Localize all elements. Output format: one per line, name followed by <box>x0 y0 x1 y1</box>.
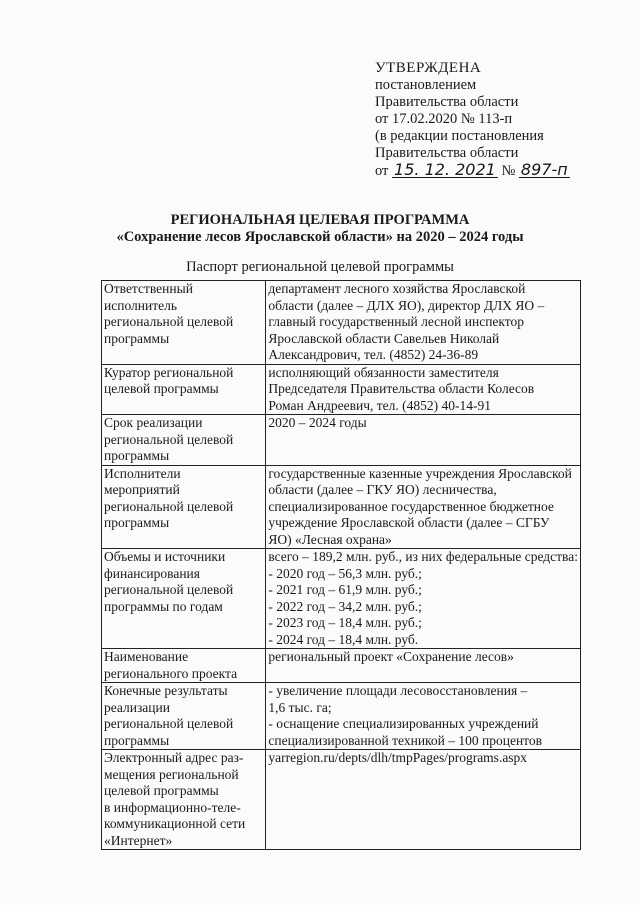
row-label-line: программы <box>104 448 170 463</box>
approval-line: Правительства области <box>375 94 519 110</box>
row-label-cell <box>102 465 266 549</box>
date-prefix: от <box>375 163 389 179</box>
row-label-cell <box>102 364 266 415</box>
row-label-line: мероприятий <box>104 482 180 497</box>
row-label-line: регионального проекта <box>104 665 238 681</box>
row-value-line: - увеличение площади лесовосстановления – <box>268 683 528 698</box>
row-value-line: специализированной техникой – 100 процентов <box>268 732 543 748</box>
row-label-line: региональной целевой <box>104 314 234 329</box>
row-label-line: региональной целевой <box>104 582 234 597</box>
row-label-line: программы по годам <box>104 598 223 614</box>
row-value-line: ЯО) «Лесная охрана» <box>268 531 392 547</box>
passport-table-body <box>102 281 581 850</box>
row-value-line: исполняющий обязанности заместителя <box>268 364 499 380</box>
passport-table <box>101 280 581 850</box>
title-line-1: РЕГИОНАЛЬНАЯ ЦЕЛЕВАЯ ПРОГРАММА <box>170 212 470 228</box>
row-value-line: учреждение Ярославской области (далее – СГБУ <box>268 515 550 530</box>
number-prefix: № <box>501 163 516 179</box>
passport-subtitle: Паспорт региональной целевой программы <box>186 259 454 275</box>
row-value-cell <box>266 549 581 649</box>
table-row <box>102 683 581 750</box>
approval-heading: УТВЕРЖДЕНА <box>375 60 482 76</box>
row-label-line: программы <box>104 515 170 530</box>
handwritten-number: 897-п <box>520 160 568 179</box>
row-value-cell <box>266 750 581 850</box>
row-label-line: финансирования <box>104 565 200 581</box>
row-label-line: Наименование <box>104 649 189 664</box>
row-value-cell <box>266 281 581 365</box>
row-value-cell <box>266 364 581 415</box>
row-label-cell <box>102 415 266 466</box>
row-label-line: «Интернет» <box>104 832 173 848</box>
row-value-line: области (далее – ГКУ ЯО) лесничества, <box>268 482 497 497</box>
row-value-line: yarregion.ru/depts/dlh/tmpPages/programs.aspx <box>268 750 528 765</box>
row-label-line: региональной целевой <box>104 431 234 447</box>
approval-line: постановлением <box>375 77 477 93</box>
title-line-2: «Сохранение лесов Ярославской области» на 2020 – 2024 годы <box>116 229 524 245</box>
row-label-line: Ответственный <box>104 281 193 296</box>
row-value-line: - 2020 год – 56,3 млн. руб.; <box>268 565 422 581</box>
approval-line: Правительства области <box>375 145 519 161</box>
row-value-line: региональный проект «Сохранение лесов» <box>268 649 514 664</box>
approval-line: (в редакции постановления <box>375 128 544 144</box>
row-value-cell <box>266 415 581 466</box>
row-label-line: Объемы и источники <box>104 549 226 564</box>
row-label-cell <box>102 683 266 750</box>
table-row <box>102 549 581 649</box>
row-label-line: программы <box>104 732 170 748</box>
document-title <box>0 212 640 246</box>
row-label-line: Конечные результаты <box>104 683 228 698</box>
row-label-line: реализации <box>104 699 170 715</box>
row-value-line: департамент лесного хозяйства Ярославской <box>268 281 526 296</box>
row-label-line: исполнитель <box>104 297 177 313</box>
row-value-line: Ярославской области Савельев Николай <box>268 330 500 346</box>
row-value-cell <box>266 649 581 683</box>
row-label-line: Срок реализации <box>104 415 203 430</box>
row-label-line: региональной целевой <box>104 716 234 731</box>
row-value-line: - 2022 год – 34,2 млн. руб.; <box>268 598 422 614</box>
approval-line: от 17.02.2020 № 113-п <box>375 111 513 127</box>
row-label-line: мещения региональной <box>104 766 239 782</box>
row-label-line: в информационно-теле- <box>104 799 241 815</box>
row-value-line: - 2021 год – 61,9 млн. руб.; <box>268 582 422 597</box>
row-value-line: Роман Андреевич, тел. (4852) 40-14-91 <box>268 397 492 413</box>
row-value-line: - оснащение специализированных учреждений <box>268 716 539 731</box>
row-value-line: всего – 189,2 млн. руб., из них федеральные средства: <box>268 549 578 564</box>
row-label-line: целевой программы <box>104 381 219 396</box>
row-label-line: Электронный адрес раз- <box>104 750 244 765</box>
row-value-line: Председателя Правительства области Колесов <box>268 381 535 396</box>
table-row <box>102 415 581 466</box>
row-label-cell <box>102 649 266 683</box>
row-value-cell <box>266 683 581 750</box>
handwritten-date: 15. 12. 2021 <box>394 160 496 179</box>
row-label-line: Исполнители <box>104 465 181 481</box>
row-value-line: 1,6 тыс. га; <box>268 699 332 715</box>
row-label-cell <box>102 281 266 365</box>
row-value-line: - 2024 год – 18,4 млн. руб. <box>268 631 419 647</box>
row-value-line: Александрович, тел. (4852) 24-36-89 <box>268 347 479 362</box>
table-row <box>102 281 581 365</box>
table-row <box>102 750 581 850</box>
row-label-cell <box>102 549 266 649</box>
row-label-line: коммуникационной сети <box>104 816 246 831</box>
approval-date-line <box>375 162 570 180</box>
row-value-line: - 2023 год – 18,4 млн. руб.; <box>268 615 422 630</box>
row-label-line: целевой программы <box>104 783 219 798</box>
table-row <box>102 364 581 415</box>
row-value-cell <box>266 465 581 549</box>
row-label-cell <box>102 750 266 850</box>
row-label-line: региональной целевой <box>104 498 234 514</box>
row-value-line: специализированное государственное бюджетное <box>268 498 554 514</box>
row-label-line: программы <box>104 330 170 346</box>
approval-stamp <box>375 60 570 180</box>
row-value-line: области (далее – ДЛХ ЯО), директор ДЛХ ЯО – <box>268 297 545 313</box>
row-value-line: 2020 – 2024 годы <box>268 415 367 430</box>
table-row <box>102 649 581 683</box>
table-row <box>102 465 581 549</box>
row-value-line: государственные казенные учреждения Ярославской <box>268 465 572 481</box>
row-label-line: Куратор региональной <box>104 364 234 380</box>
row-value-line: главный государственный лесной инспектор <box>268 314 525 329</box>
